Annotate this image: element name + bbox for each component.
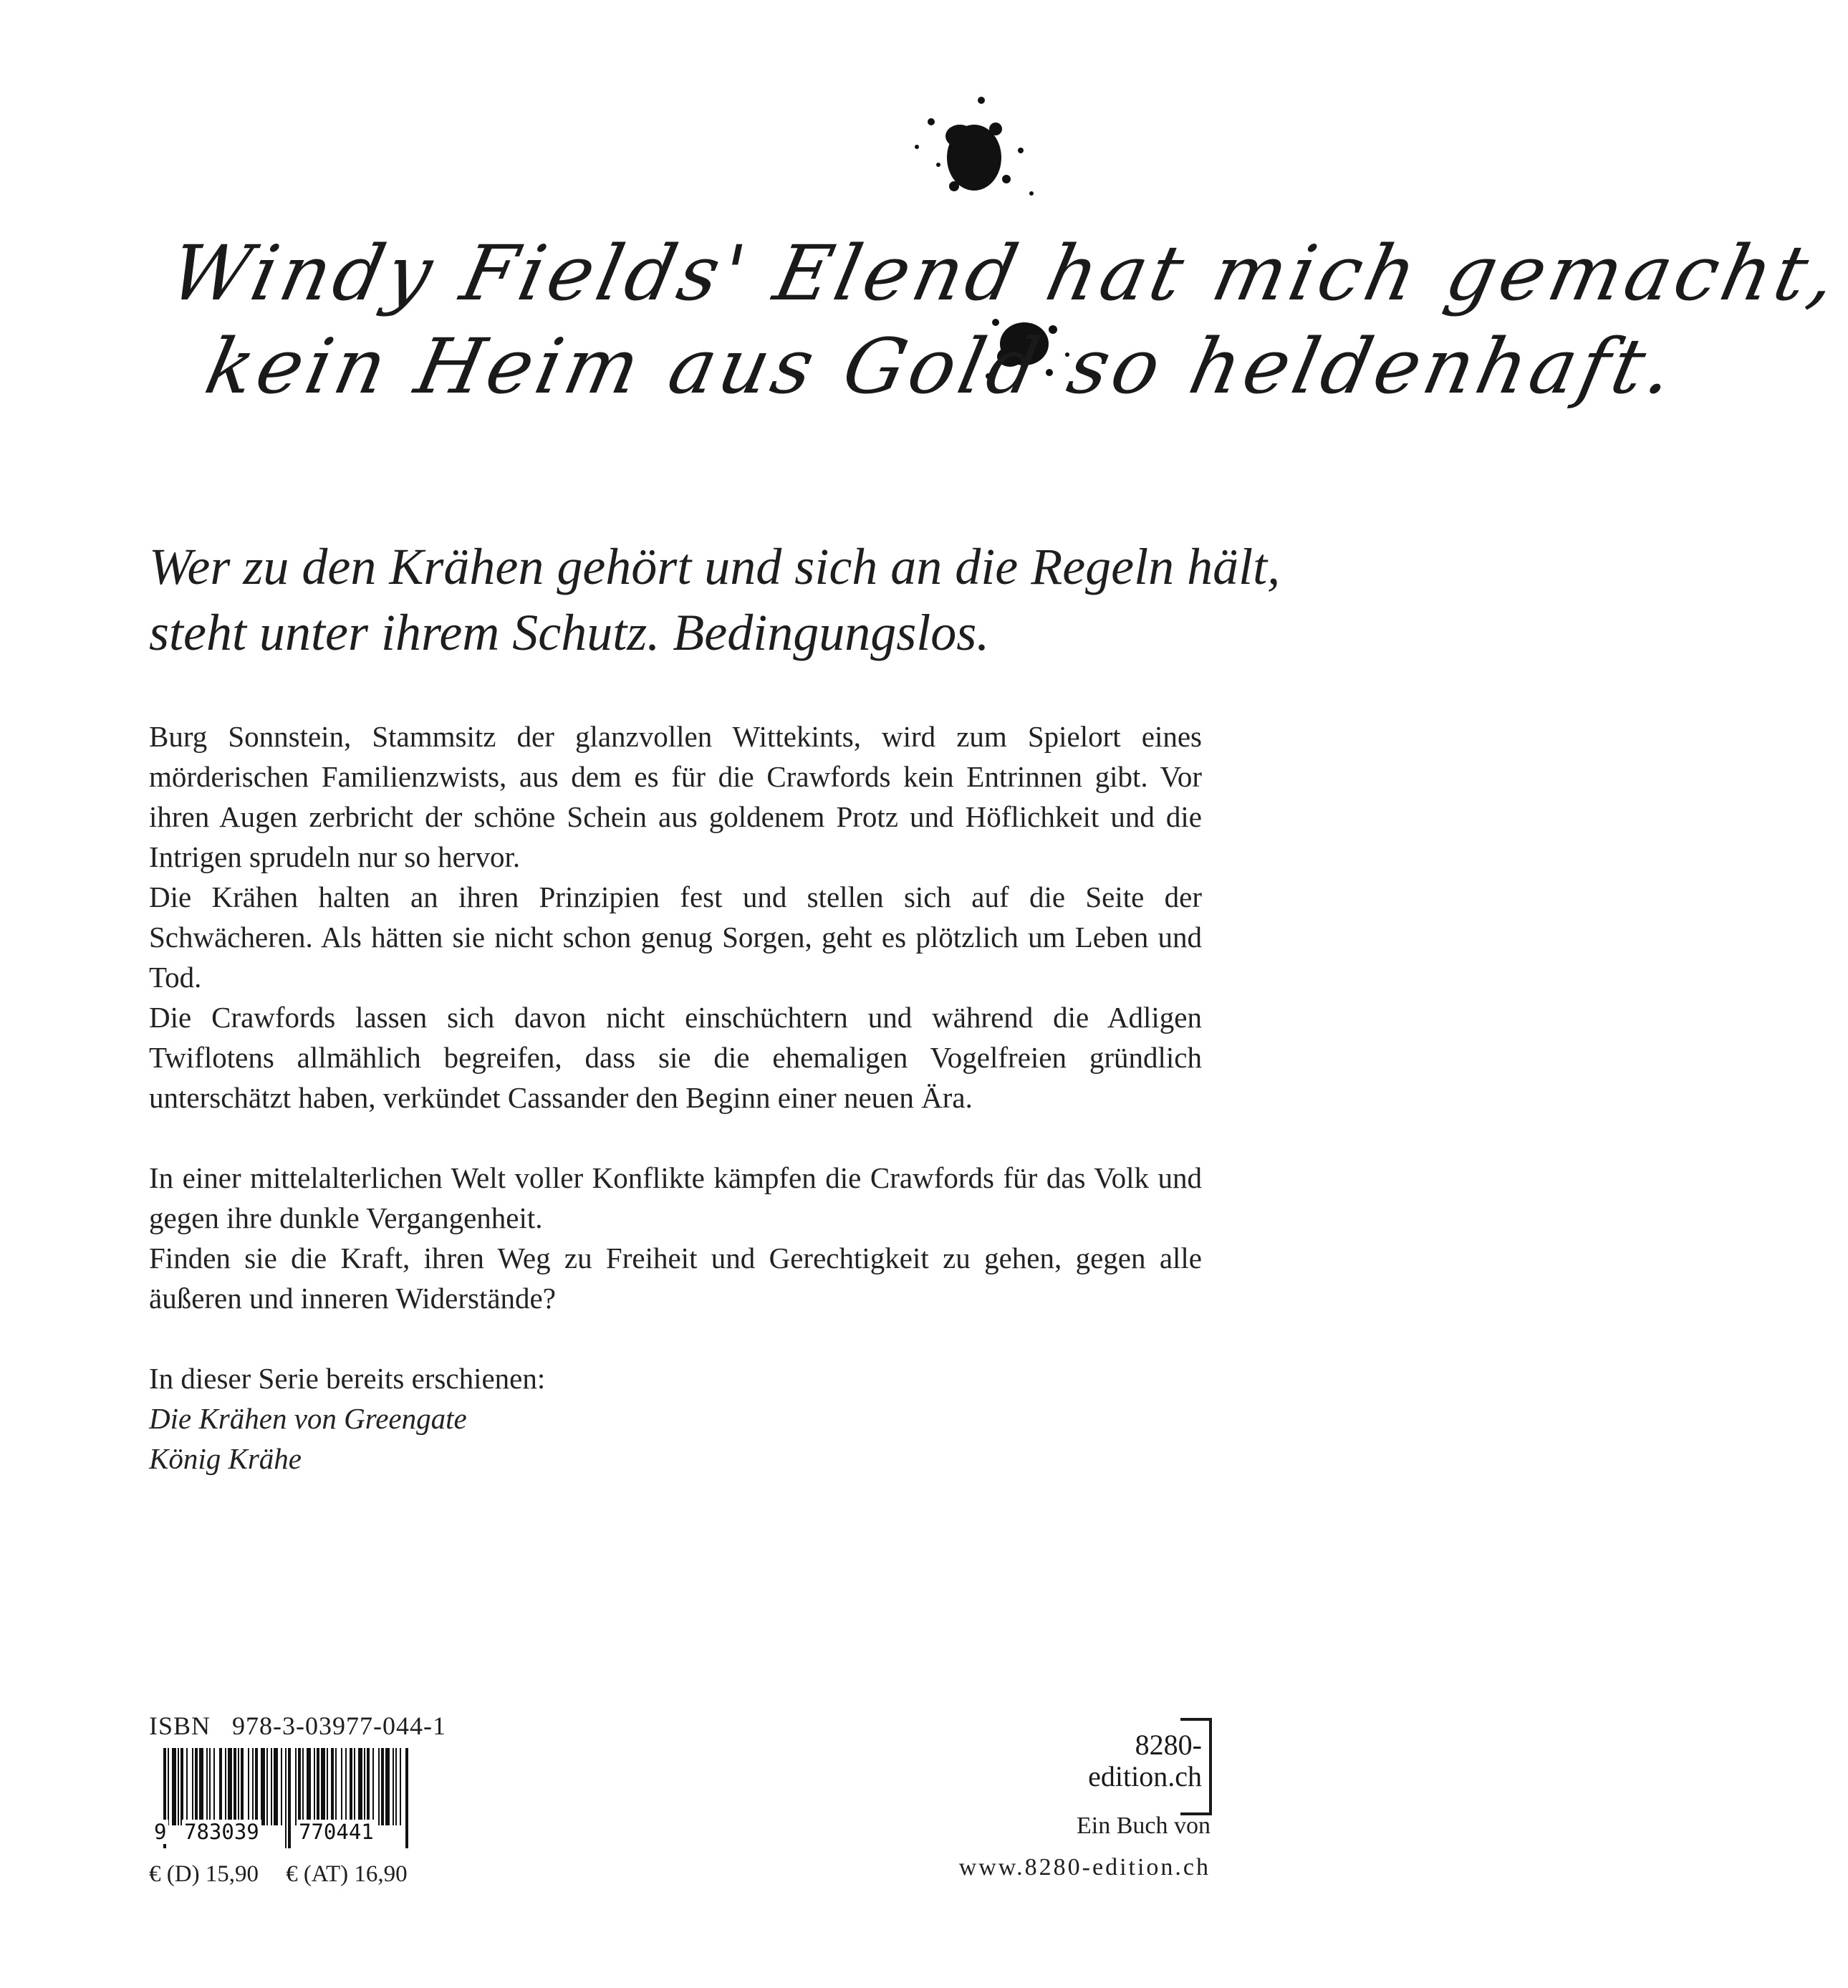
tagline-line-1: Wer zu den Krähen gehört und sich an die Regeln hält, (149, 538, 1281, 595)
handwritten-quote (150, 122, 1848, 458)
barcode-bar (354, 1748, 355, 1825)
barcode-bar (213, 1748, 215, 1825)
barcode-bar (331, 1748, 334, 1825)
logo-line-2: edition.ch (1088, 1760, 1202, 1792)
barcode-bar (195, 1748, 198, 1825)
ink-splatter-top (888, 79, 1046, 222)
barcode-bar (367, 1748, 370, 1825)
barcode-digit-first: 9 (152, 1820, 168, 1844)
barcode-bar (206, 1748, 208, 1825)
blurb-paragraph: Die Crawfords lassen sich davon nicht einschüchtern und während die Adligen Twiflotens allmählich begreifen, dass sie die ehemaligen Vogelfreien gründlich unterschätzt haben, verkündet Cassander den Beginn einer neuen Ära. (149, 1001, 1202, 1114)
barcode-bar (307, 1748, 311, 1825)
barcode-bar (341, 1748, 342, 1825)
barcode-bar (321, 1748, 325, 1825)
barcode-bar (225, 1748, 226, 1825)
barcode-bar (385, 1748, 390, 1825)
barcode-bar (400, 1748, 401, 1825)
publisher-note-label: Ein Buch von (1077, 1812, 1211, 1839)
tagline-line-2: steht unter ihrem Schutz. Bedingungslos. (149, 604, 990, 661)
price-germany: € (D) 15,90 (149, 1861, 259, 1887)
barcode-bar (252, 1748, 254, 1825)
barcode-bar (271, 1748, 272, 1825)
barcode-bar (393, 1748, 394, 1825)
isbn-number: 978-3-03977-044-1 (232, 1711, 446, 1740)
barcode-bar (281, 1748, 282, 1825)
barcode-bar (255, 1748, 258, 1825)
price-line (149, 1861, 408, 1888)
barcode-bar (327, 1748, 328, 1825)
barcode-bar (209, 1748, 211, 1825)
barcode-bar (295, 1748, 297, 1825)
isbn-label (149, 1711, 446, 1741)
paragraph-spacer (149, 1118, 1202, 1158)
tagline (149, 534, 1281, 666)
barcode-digits (149, 1820, 420, 1848)
barcode-bar (395, 1748, 397, 1825)
publisher-logo (1079, 1718, 1212, 1812)
series-title: König Krähe (149, 1442, 302, 1475)
barcode-bar (168, 1748, 169, 1825)
barcode-bar (378, 1748, 380, 1825)
blurb-paragraph: In einer mittelalterlichen Welt voller Konflikte kämpfen die Crawfords für das Volk und gegen ihre dunkle Vergangenheit. (149, 1161, 1202, 1234)
barcode-bar (364, 1748, 365, 1825)
barcode-bar (314, 1748, 315, 1825)
barcode-bar (302, 1748, 304, 1825)
barcode-bar (181, 1748, 183, 1825)
barcode-bar (186, 1748, 188, 1825)
barcode-bar (358, 1748, 362, 1825)
barcode-bar (192, 1748, 193, 1825)
barcode-bar (234, 1748, 236, 1825)
barcode-bar (266, 1748, 268, 1825)
publisher-url: www.8280-edition.ch (958, 1854, 1211, 1881)
barcode-bar (372, 1748, 374, 1825)
barcode-bar (248, 1748, 249, 1825)
barcode-bar (335, 1748, 337, 1825)
barcode-bar (317, 1748, 319, 1825)
barcode-bar (261, 1748, 265, 1825)
barcode-digits-left: 783039 (182, 1820, 261, 1844)
price-austria: € (AT) 16,90 (286, 1861, 408, 1887)
quote-line-1: Windy Fields' Elend hat mich gemacht, (162, 229, 1848, 317)
barcode-bar (274, 1748, 278, 1825)
series-heading: In dieser Serie bereits erschienen: (149, 1362, 546, 1395)
barcode-bar (350, 1748, 352, 1825)
isbn-prefix: ISBN (149, 1711, 211, 1740)
blurb-paragraph: Finden sie die Kraft, ihren Weg zu Freiheit und Gerechtigkeit zu gehen, gegen alle äußeren und inneren Widerstände? (149, 1242, 1202, 1315)
barcode-digits-right: 770441 (297, 1820, 376, 1844)
barcode-bar (172, 1748, 176, 1825)
barcode-bar (381, 1748, 384, 1825)
logo-text (1088, 1729, 1202, 1792)
barcode-bar (345, 1748, 347, 1825)
barcode-bar (228, 1748, 232, 1825)
paragraph-spacer (149, 1318, 1202, 1358)
barcode-bar (241, 1748, 244, 1825)
barcode-bar (178, 1748, 179, 1825)
blurb-paragraph: Die Krähen halten an ihren Prinzipien fest und stellen sich auf die Seite der Schwächeren. Als hätten sie nicht schon genug Sorgen, geht es plötzlich um Leben und Tod. (149, 880, 1202, 994)
logo-line-1: 8280- (1135, 1729, 1202, 1761)
blurb (149, 716, 1202, 1479)
quote-line-2: kein Heim aus Gold so heldenhaft. (198, 322, 1686, 410)
barcode-bar (219, 1748, 222, 1825)
publisher-note (959, 1805, 1211, 1888)
barcode-bar (238, 1748, 239, 1825)
series-title: Die Krähen von Greengate (149, 1402, 467, 1435)
blurb-paragraph: Burg Sonnstein, Stammsitz der glanzvollen Wittekints, wird zum Spielort eines mörderischen Familienzwists, aus dem es für die Crawfords kein Entrinnen gibt. Vor ihren Augen zerbricht der schöne Schein aus goldenem Protz und Höflichkeit und die Intrigen sprudeln nur so hervor. (149, 720, 1202, 873)
barcode-bar (199, 1748, 203, 1825)
barcode-bar (298, 1748, 301, 1825)
